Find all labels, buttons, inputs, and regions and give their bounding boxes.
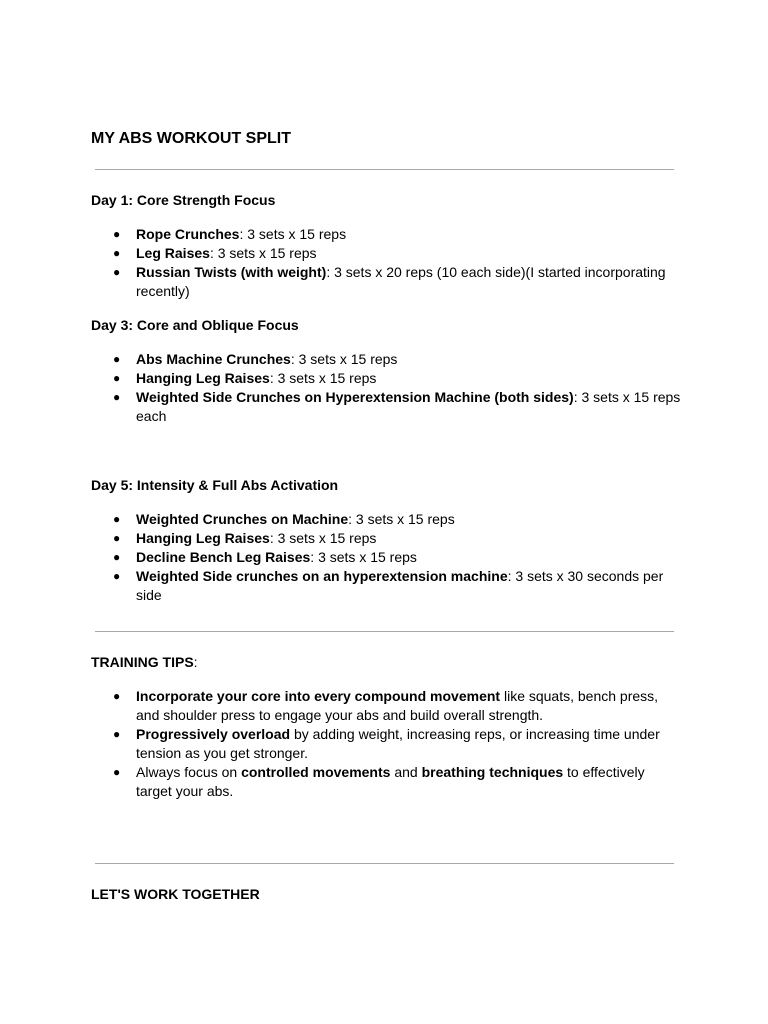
- list-item: [91, 567, 681, 605]
- tip-emphasis: controlled movements: [241, 764, 391, 780]
- day5-heading: Day 5: Intensity & Full Abs Activation: [91, 477, 339, 493]
- tip-emphasis: Progressively overload: [136, 726, 291, 742]
- bullet-icon: ●: [113, 246, 121, 260]
- day5-list: [91, 510, 681, 605]
- bullet-icon: ●: [113, 765, 121, 779]
- exercise-detail: : 3 sets x 15 reps each: [136, 389, 681, 424]
- exercise-detail: : 3 sets x 15 reps: [209, 245, 317, 261]
- list-item: [91, 725, 681, 763]
- exercise-name: Hanging Leg Raises: [136, 530, 270, 546]
- bullet-icon: ●: [113, 352, 121, 366]
- exercise-detail: : 3 sets x 15 reps: [348, 511, 455, 527]
- tip-text: by adding weight, increasing reps, or increasing time under tension as you get stronger.: [136, 726, 660, 761]
- exercise-detail: : 3 sets x 15 reps: [310, 549, 417, 565]
- footer-heading: LET'S WORK TOGETHER: [91, 886, 260, 902]
- day1-heading: Day 1: Core Strength Focus: [91, 192, 276, 208]
- exercise-detail: : 3 sets x 15 reps: [290, 351, 398, 367]
- exercise-name: Weighted Crunches on Machine: [136, 511, 349, 527]
- list-item: [91, 510, 681, 529]
- list-item: [91, 687, 681, 725]
- exercise-name: Russian Twists (with weight): [136, 264, 327, 280]
- divider: [95, 169, 674, 170]
- exercise-name: Hanging Leg Raises: [136, 370, 270, 386]
- bullet-icon: ●: [113, 371, 121, 385]
- bullet-icon: ●: [113, 265, 121, 279]
- exercise-detail: : 3 sets x 20 reps (10 each side)(I started incorporating recently): [136, 264, 666, 299]
- bullet-icon: ●: [113, 689, 121, 703]
- exercise-name: Weighted Side Crunches on Hyperextension Machine (both sides): [136, 389, 574, 405]
- list-item: [91, 763, 681, 801]
- tip-text: like squats, bench press, and shoulder press to engage your abs and build overall strength.: [136, 688, 659, 723]
- list-item: [91, 263, 681, 301]
- day3-list: [91, 350, 681, 426]
- bullet-icon: ●: [113, 569, 121, 583]
- exercise-detail: : 3 sets x 15 reps: [269, 370, 377, 386]
- exercise-name: Decline Bench Leg Raises: [136, 549, 311, 565]
- tips-heading: [91, 653, 198, 671]
- exercise-name: Leg Raises: [136, 245, 210, 261]
- bullet-icon: ●: [113, 550, 121, 564]
- tips-heading-text: TRAINING TIPS: [91, 654, 194, 670]
- bullet-icon: ●: [113, 727, 121, 741]
- list-item: [91, 388, 681, 426]
- bullet-icon: ●: [113, 390, 121, 404]
- exercise-name: Weighted Side crunches on an hyperextension machine: [136, 568, 508, 584]
- page-title: MY ABS WORKOUT SPLIT: [91, 130, 291, 147]
- tips-heading-colon: :: [193, 654, 198, 670]
- tip-text: Always focus on: [136, 764, 242, 780]
- tip-text: to effectively target your abs.: [136, 764, 645, 799]
- tip-text: and: [390, 764, 422, 780]
- exercise-name: Abs Machine Crunches: [136, 351, 291, 367]
- exercise-detail: : 3 sets x 15 reps: [239, 226, 347, 242]
- list-item: [91, 225, 681, 244]
- exercise-detail: : 3 sets x 15 reps: [269, 530, 377, 546]
- list-item: [91, 548, 681, 567]
- exercise-detail: : 3 sets x 30 seconds per side: [136, 568, 664, 603]
- list-item: [91, 529, 681, 548]
- tips-list: [91, 687, 681, 801]
- tip-emphasis: Incorporate your core into every compound movement: [136, 688, 501, 704]
- list-item: [91, 369, 681, 388]
- day3-heading: Day 3: Core and Oblique Focus: [91, 317, 299, 333]
- exercise-name: Rope Crunches: [136, 226, 240, 242]
- bullet-icon: ●: [113, 512, 121, 526]
- divider: [95, 863, 674, 864]
- divider: [95, 631, 674, 632]
- list-item: [91, 244, 681, 263]
- list-item: [91, 350, 681, 369]
- bullet-icon: ●: [113, 531, 121, 545]
- tip-emphasis: breathing techniques: [421, 764, 564, 780]
- day1-list: [91, 225, 681, 301]
- bullet-icon: ●: [113, 227, 121, 241]
